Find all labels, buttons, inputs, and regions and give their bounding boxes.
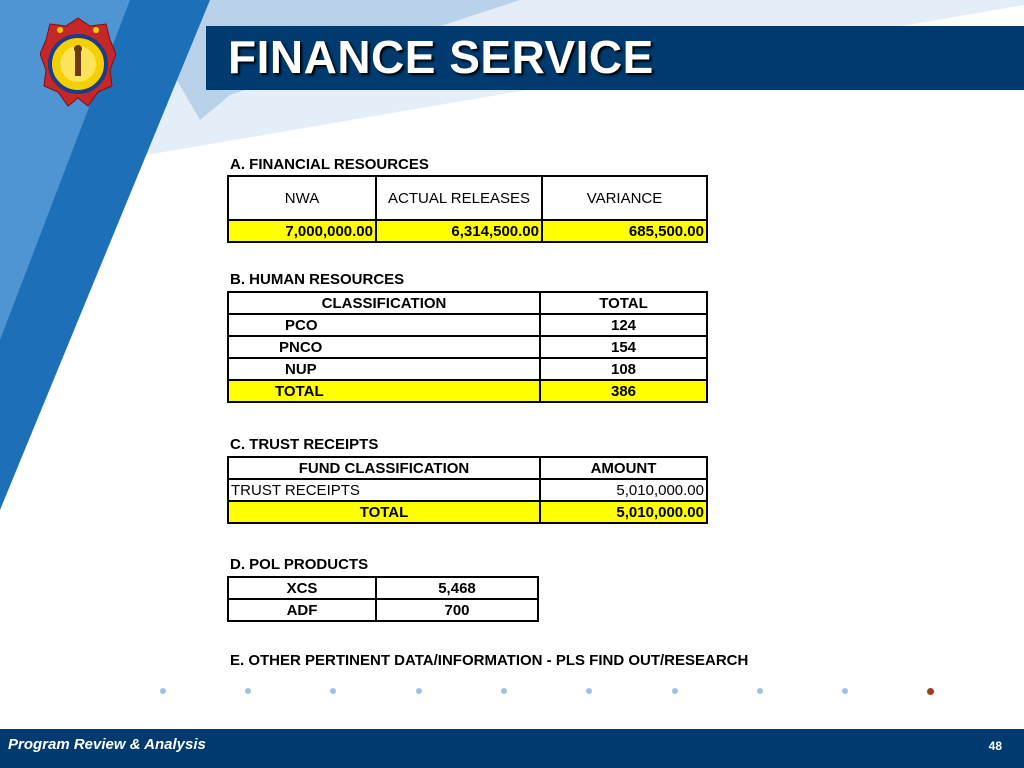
table-row-total [228, 380, 707, 402]
table-row [228, 358, 707, 380]
table-row [228, 314, 707, 336]
table-row [228, 220, 707, 242]
classification-cell: TOTAL [228, 380, 540, 402]
product-cell: XCS [228, 577, 376, 599]
amount-cell: 5,010,000.00 [540, 501, 707, 523]
progress-dot [842, 688, 848, 694]
footer-label: Program Review & Analysis [8, 736, 206, 753]
progress-dot [416, 688, 422, 694]
total-cell: 154 [540, 336, 707, 358]
progress-dot [501, 688, 507, 694]
classification-cell: NUP [228, 358, 540, 380]
total-cell: 124 [540, 314, 707, 336]
page-number: 48 [988, 739, 1002, 753]
trust-table [227, 456, 708, 524]
fund-classification-cell: TRUST RECEIPTS [228, 479, 540, 501]
progress-dot [586, 688, 592, 694]
quantity-cell: 5,468 [376, 577, 538, 599]
human-heading: B. HUMAN RESOURCES [230, 271, 405, 288]
header-cell: ACTUAL RELEASES [376, 176, 542, 220]
trust-heading: C. TRUST RECEIPTS [230, 436, 379, 453]
financial-table [227, 175, 708, 243]
total-cell: 386 [540, 380, 707, 402]
classification-cell: PCO [228, 314, 540, 336]
table-row [228, 577, 538, 599]
total-cell: 108 [540, 358, 707, 380]
header-cell: FUND CLASSIFICATION [228, 457, 540, 479]
header-cell: TOTAL [540, 292, 707, 314]
police-seal-icon [40, 16, 116, 116]
header-cell: VARIANCE [542, 176, 707, 220]
table-row-total [228, 501, 707, 523]
table-header-row [228, 457, 707, 479]
actual-releases-value: 6,314,500.00 [376, 220, 542, 242]
amount-cell: 5,010,000.00 [540, 479, 707, 501]
pol-table [227, 576, 539, 622]
progress-dot [330, 688, 336, 694]
progress-dot [245, 688, 251, 694]
progress-dot [757, 688, 763, 694]
table-row [228, 599, 538, 621]
pol-heading: D. POL PRODUCTS [230, 556, 369, 573]
header-cell: NWA [228, 176, 376, 220]
financial-heading: A. FINANCIAL RESOURCES [230, 156, 429, 173]
human-table [227, 291, 708, 403]
fund-classification-cell: TOTAL [228, 501, 540, 523]
progress-dot [160, 688, 166, 694]
classification-cell: PNCO [228, 336, 540, 358]
product-cell: ADF [228, 599, 376, 621]
table-row [228, 479, 707, 501]
slide-progress-dots [0, 688, 1024, 698]
table-header-row [228, 176, 707, 220]
nwa-value: 7,000,000.00 [228, 220, 376, 242]
header-cell: AMOUNT [540, 457, 707, 479]
progress-dot-active [927, 688, 934, 695]
progress-dot [672, 688, 678, 694]
header-cell: CLASSIFICATION [228, 292, 540, 314]
table-header-row [228, 292, 707, 314]
table-row [228, 336, 707, 358]
slide-title: FINANCE SERVICE [228, 31, 654, 83]
quantity-cell: 700 [376, 599, 538, 621]
other-heading: E. OTHER PERTINENT DATA/INFORMATION - PLS FIND OUT/RESEARCH [230, 652, 749, 669]
variance-value: 685,500.00 [542, 220, 707, 242]
